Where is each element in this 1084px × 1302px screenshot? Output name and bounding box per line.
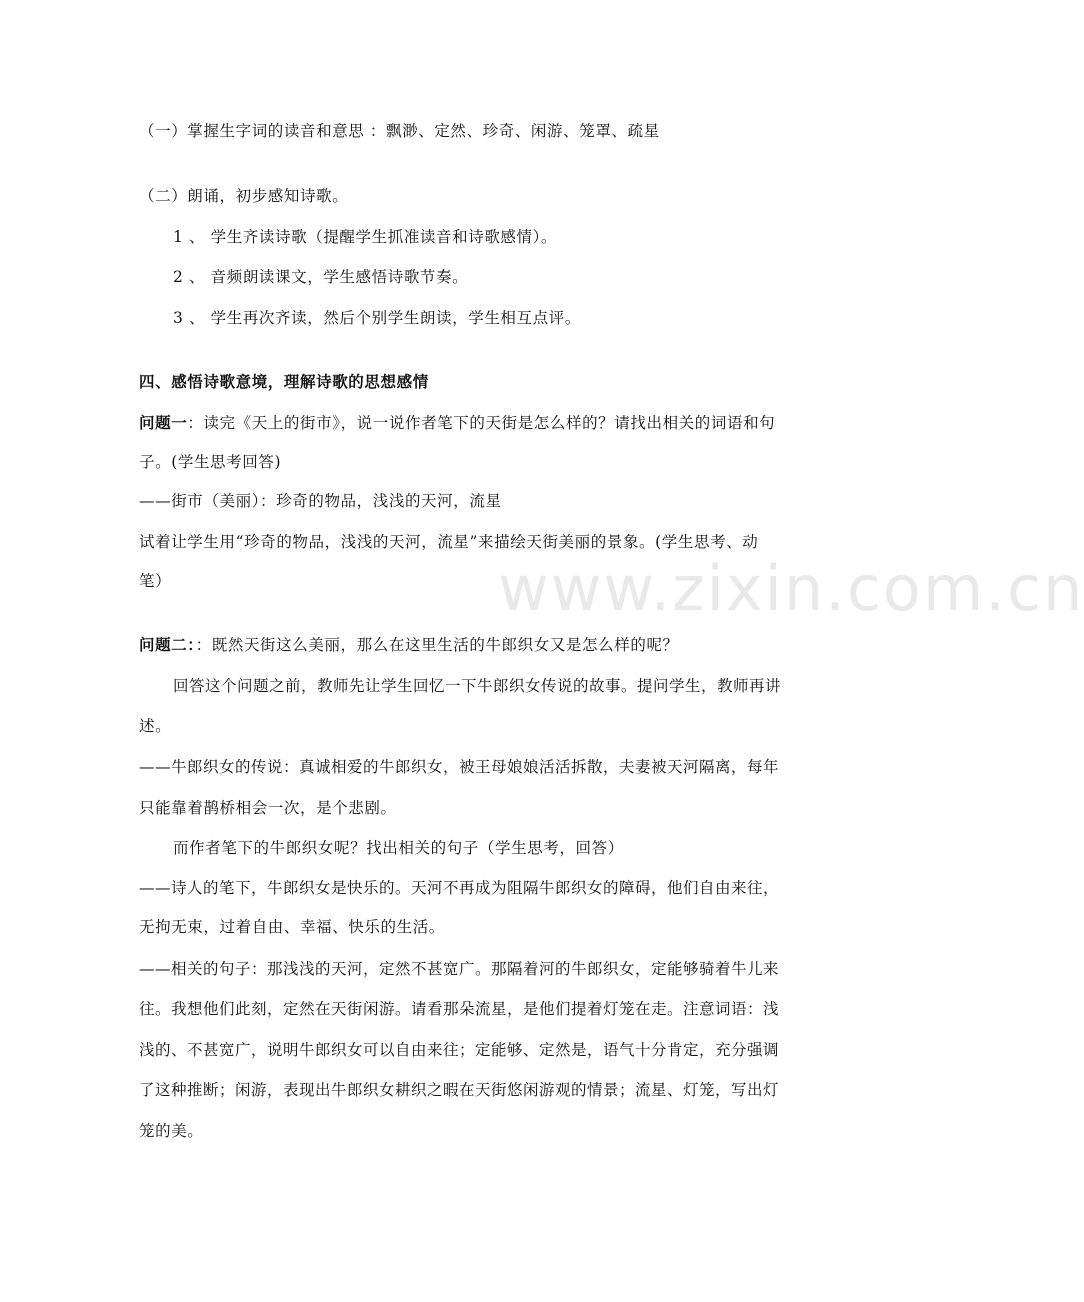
question-2-paragraph-2: 而作者笔下的牛郎织女呢？找出相关的句子（学生思考，回答） [173, 839, 624, 857]
related-sentences-line-1: ——相关的句子：那浅浅的天河，定然不甚宽广。那隔着河的牛郎织女，定能够骑着牛儿来 [139, 960, 780, 978]
question-1-line-2: 子。(学生思考回答) [139, 453, 282, 471]
question-2-paragraph-1-line-2: 述。 [139, 717, 172, 735]
step-1: 1 、 学生齐读诗歌（提醒学生抓准读音和诗歌感情）。 [173, 228, 558, 246]
poet-view-line-2: 无拘无束，过着自由、幸福、快乐的生活。 [139, 918, 445, 936]
question-1-text: ：读完《天上的街市》，说一说作者笔下的天街是怎么样的？请找出相关的词语和句 [187, 414, 776, 432]
poet-view-line-1: ——诗人的笔下，牛郎织女是快乐的。天河不再成为阻隔牛郎织女的障碍，他们自由来往， [139, 879, 780, 897]
legend-line-1: ——牛郎织女的传说：真诚相爱的牛郎织女，被王母娘娘活活拆散，夫妻被天河隔离，每年 [139, 758, 780, 776]
section-heading: 四、感悟诗歌意境，理解诗歌的思想感情 [139, 372, 429, 391]
question-1-label: 问题一 [139, 413, 188, 432]
watermark: www.zixin.com.cn [498, 552, 1084, 625]
question-2-paragraph-1-line-1: 回答这个问题之前，教师先让学生回忆一下牛郎织女传说的故事。提问学生，教师再讲 [173, 677, 782, 695]
objective-recitation: （二）朗诵，初步感知诗歌。 [139, 187, 349, 205]
step-3: 3 、 学生再次齐读，然后个别学生朗读，学生相互点评。 [173, 309, 581, 327]
question-2-label: 问题二： [139, 635, 196, 654]
related-sentences-line-4: 了这种推断；闲游，表现出牛郎织女耕织之暇在天街悠闲游观的情景；流星、灯笼，写出灯 [139, 1081, 780, 1099]
question-1-task-line-2: 笔） [139, 572, 172, 590]
step-2: 2 、 音频朗读课文，学生感悟诗歌节奏。 [173, 268, 469, 286]
objective-vocabulary: （一）掌握生字词的读音和意思 ：飘渺、定然、珍奇、闲游、笼罩、疏星 [139, 122, 660, 140]
question-1-answer: ——街市（美丽）：珍奇的物品，浅浅的天河，流星 [139, 492, 502, 510]
legend-line-2: 只能靠着鹊桥相会一次，是个悲剧。 [139, 799, 397, 817]
related-sentences-line-3: 浅的、不甚宽广，说明牛郎织女可以自由来往；定能够、定然是，语气十分肯定，充分强调 [139, 1041, 780, 1059]
question-1-task-line-1: 试着让学生用“珍奇的物品，浅浅的天河，流星”来描绘天街美丽的景象。(学生思考、动 [139, 533, 759, 551]
related-sentences-line-2: 往。我想他们此刻，定然在天街闲游。请看那朵流星，是他们提着灯笼在走。注意词语：浅 [139, 1000, 780, 1018]
related-sentences-line-5: 笼的美。 [139, 1122, 204, 1140]
question-1-line-1 [139, 413, 775, 433]
question-2-line-1 [139, 635, 679, 655]
question-2-text: ：既然天街这么美丽，那么在这里生活的牛郎织女又是怎么样的呢？ [195, 636, 679, 654]
